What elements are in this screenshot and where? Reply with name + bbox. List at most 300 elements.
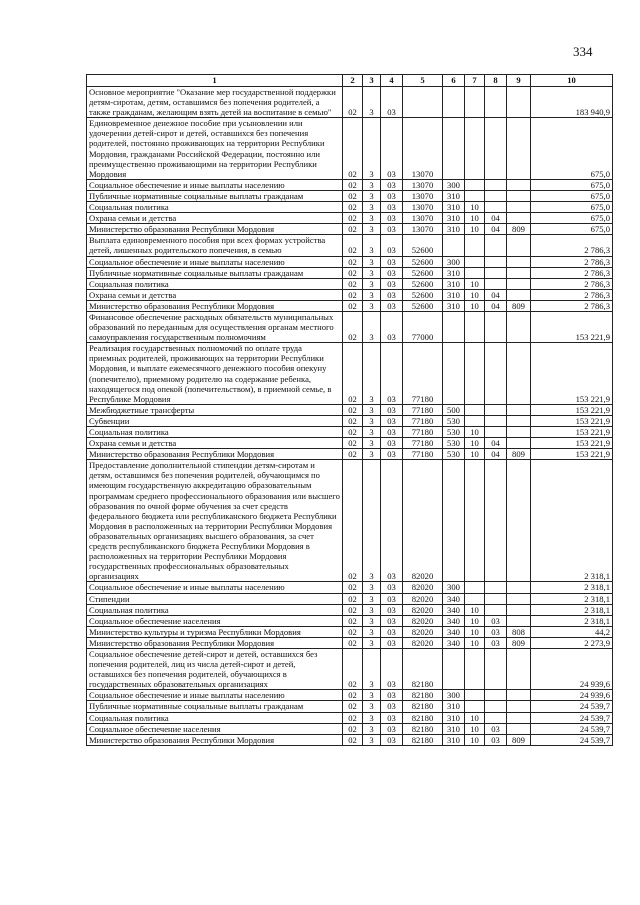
row-code-cell: 02 [343, 712, 363, 723]
row-code-cell [443, 87, 465, 118]
row-code-cell: 340 [443, 604, 465, 615]
row-code-cell: 13070 [403, 202, 443, 213]
row-code-cell [403, 87, 443, 118]
row-code-cell [485, 604, 507, 615]
row-code-cell: 03 [381, 712, 403, 723]
row-code-cell [507, 179, 531, 190]
row-code-cell [485, 235, 507, 256]
row-code-cell: 3 [363, 648, 381, 689]
row-code-cell [507, 213, 531, 224]
row-code-cell: 3 [363, 460, 381, 582]
row-code-cell: 03 [381, 224, 403, 235]
row-code-cell: 153 221,9 [531, 311, 613, 342]
row-code-cell: 809 [507, 734, 531, 745]
row-code-cell: 3 [363, 343, 381, 405]
row-description-cell: Социальная политика [87, 712, 343, 723]
row-code-cell [507, 582, 531, 593]
row-code-cell: 02 [343, 190, 363, 201]
row-code-cell [465, 256, 485, 267]
row-code-cell [465, 701, 485, 712]
table-row [87, 701, 613, 712]
row-code-cell: 340 [443, 637, 465, 648]
table-row [87, 190, 613, 201]
row-description-cell: Публичные нормативные социальные выплаты гражданам [87, 701, 343, 712]
column-header: 6 [443, 75, 465, 87]
row-code-cell: 3 [363, 449, 381, 460]
row-code-cell: 03 [381, 202, 403, 213]
row-code-cell: 52600 [403, 267, 443, 278]
row-code-cell [507, 267, 531, 278]
row-code-cell: 03 [381, 690, 403, 701]
row-code-cell [507, 343, 531, 405]
row-code-cell [485, 267, 507, 278]
row-code-cell: 82180 [403, 648, 443, 689]
row-code-cell: 2 318,1 [531, 582, 613, 593]
row-code-cell [465, 235, 485, 256]
row-code-cell: 03 [381, 235, 403, 256]
row-code-cell: 02 [343, 593, 363, 604]
row-code-cell: 82180 [403, 734, 443, 745]
row-code-cell: 675,0 [531, 213, 613, 224]
row-code-cell: 03 [485, 723, 507, 734]
row-code-cell [507, 404, 531, 415]
row-code-cell: 340 [443, 626, 465, 637]
column-header: 7 [465, 75, 485, 87]
row-code-cell: 3 [363, 190, 381, 201]
budget-table [86, 74, 613, 746]
row-code-cell: 3 [363, 235, 381, 256]
row-code-cell: 03 [381, 604, 403, 615]
row-code-cell: 03 [381, 213, 403, 224]
row-code-cell: 13070 [403, 213, 443, 224]
row-code-cell: 52600 [403, 278, 443, 289]
row-description-cell: Финансовое обеспечение расходных обязательств муниципальных образований по переданным для осуществления органам местного самоуправления государственным полномочиям [87, 311, 343, 342]
row-code-cell: 04 [485, 300, 507, 311]
column-header: 1 [87, 75, 343, 87]
row-code-cell: 310 [443, 202, 465, 213]
table-row [87, 438, 613, 449]
row-code-cell: 03 [381, 289, 403, 300]
row-code-cell: 3 [363, 690, 381, 701]
table-row [87, 179, 613, 190]
row-code-cell: 82020 [403, 637, 443, 648]
row-description-cell: Публичные нормативные социальные выплаты гражданам [87, 190, 343, 201]
row-code-cell: 03 [381, 179, 403, 190]
row-code-cell: 310 [443, 267, 465, 278]
row-code-cell: 808 [507, 626, 531, 637]
row-code-cell: 10 [465, 300, 485, 311]
row-code-cell: 2 273,9 [531, 637, 613, 648]
row-code-cell: 03 [381, 723, 403, 734]
row-code-cell: 3 [363, 615, 381, 626]
row-code-cell: 3 [363, 637, 381, 648]
row-description-cell: Социальное обеспечение детей-сирот и детей, оставшихся без попечения родителей, лиц из числа детей-сирот и детей, оставшихся без попечения родителей, обучающихся в государственных образовательных организациях [87, 648, 343, 689]
row-code-cell: 02 [343, 256, 363, 267]
row-code-cell: 10 [465, 734, 485, 745]
row-code-cell: 3 [363, 289, 381, 300]
row-code-cell: 10 [465, 427, 485, 438]
row-code-cell: 310 [443, 723, 465, 734]
row-code-cell: 03 [381, 701, 403, 712]
row-code-cell: 03 [381, 449, 403, 460]
row-code-cell: 24 539,7 [531, 712, 613, 723]
row-code-cell [485, 343, 507, 405]
row-code-cell: 3 [363, 415, 381, 426]
row-description-cell: Охрана семьи и детства [87, 213, 343, 224]
row-code-cell: 03 [485, 615, 507, 626]
table-row [87, 256, 613, 267]
row-code-cell [443, 343, 465, 405]
row-code-cell: 03 [381, 734, 403, 745]
row-code-cell: 10 [465, 637, 485, 648]
row-code-cell [485, 582, 507, 593]
column-header: 3 [363, 75, 381, 87]
row-code-cell: 310 [443, 734, 465, 745]
row-code-cell: 300 [443, 690, 465, 701]
row-code-cell: 77180 [403, 427, 443, 438]
row-code-cell: 02 [343, 179, 363, 190]
row-code-cell: 809 [507, 637, 531, 648]
row-code-cell: 82180 [403, 701, 443, 712]
page-number: 334 [573, 44, 593, 59]
table-row [87, 712, 613, 723]
row-code-cell: 52600 [403, 289, 443, 300]
row-code-cell: 153 221,9 [531, 438, 613, 449]
row-code-cell [507, 311, 531, 342]
row-code-cell: 03 [381, 427, 403, 438]
row-code-cell: 153 221,9 [531, 404, 613, 415]
row-code-cell [485, 87, 507, 118]
row-code-cell [485, 256, 507, 267]
row-code-cell [507, 593, 531, 604]
row-code-cell [507, 690, 531, 701]
row-code-cell: 10 [465, 604, 485, 615]
row-code-cell: 03 [381, 438, 403, 449]
row-code-cell: 02 [343, 449, 363, 460]
row-code-cell [507, 460, 531, 582]
row-description-cell: Публичные нормативные социальные выплаты гражданам [87, 267, 343, 278]
row-code-cell: 3 [363, 427, 381, 438]
row-code-cell [485, 690, 507, 701]
row-code-cell [485, 202, 507, 213]
row-code-cell: 10 [465, 213, 485, 224]
row-code-cell: 3 [363, 712, 381, 723]
row-code-cell: 02 [343, 343, 363, 405]
table-row [87, 648, 613, 689]
row-code-cell: 03 [381, 637, 403, 648]
row-code-cell: 10 [465, 723, 485, 734]
row-code-cell: 675,0 [531, 202, 613, 213]
row-description-cell: Министерство образования Республики Мордовия [87, 637, 343, 648]
row-description-cell: Реализация государственных полномочий по оплате труда приемных родителей, проживающих на территории Республики Мордовия, и выплате ежемесячного денежного пособия опекуну (попечителю), приемному родителю на содержание ребенка, находящегося под опекой (попечительством), в приемной семье, в Республике Мордовия [87, 343, 343, 405]
row-description-cell: Социальная политика [87, 427, 343, 438]
row-code-cell [485, 427, 507, 438]
row-description-cell: Министерство образования Республики Мордовия [87, 224, 343, 235]
row-code-cell [485, 404, 507, 415]
table-row [87, 202, 613, 213]
row-code-cell: 500 [443, 404, 465, 415]
column-header: 2 [343, 75, 363, 87]
row-code-cell [507, 256, 531, 267]
row-code-cell: 02 [343, 615, 363, 626]
row-code-cell: 02 [343, 604, 363, 615]
table-row [87, 289, 613, 300]
column-header: 8 [485, 75, 507, 87]
row-code-cell [485, 415, 507, 426]
row-code-cell: 3 [363, 87, 381, 118]
row-code-cell [507, 235, 531, 256]
row-code-cell: 02 [343, 460, 363, 582]
table-row [87, 343, 613, 405]
row-code-cell: 2 318,1 [531, 604, 613, 615]
row-code-cell: 82020 [403, 604, 443, 615]
table-row [87, 460, 613, 582]
row-code-cell [507, 278, 531, 289]
row-code-cell: 82020 [403, 615, 443, 626]
row-code-cell: 10 [465, 438, 485, 449]
row-code-cell: 809 [507, 224, 531, 235]
table-row [87, 118, 613, 180]
row-code-cell [485, 460, 507, 582]
row-code-cell [485, 179, 507, 190]
row-code-cell: 02 [343, 438, 363, 449]
row-code-cell [485, 278, 507, 289]
table-row [87, 604, 613, 615]
row-code-cell: 82180 [403, 712, 443, 723]
row-code-cell: 2 786,3 [531, 278, 613, 289]
table-row [87, 449, 613, 460]
row-code-cell: 02 [343, 637, 363, 648]
row-code-cell: 675,0 [531, 224, 613, 235]
row-description-cell: Министерство образования Республики Мордовия [87, 300, 343, 311]
row-code-cell: 675,0 [531, 190, 613, 201]
row-code-cell: 02 [343, 648, 363, 689]
budget-table-container [86, 74, 612, 746]
row-code-cell: 52600 [403, 235, 443, 256]
row-code-cell: 3 [363, 701, 381, 712]
row-code-cell: 82020 [403, 460, 443, 582]
row-code-cell: 03 [381, 460, 403, 582]
row-code-cell: 2 318,1 [531, 593, 613, 604]
row-code-cell [443, 235, 465, 256]
table-row [87, 278, 613, 289]
row-code-cell: 310 [443, 213, 465, 224]
row-description-cell: Социальное обеспечение населения [87, 615, 343, 626]
row-code-cell: 03 [381, 404, 403, 415]
row-code-cell: 10 [465, 712, 485, 723]
row-code-cell: 153 221,9 [531, 343, 613, 405]
row-code-cell: 03 [381, 343, 403, 405]
row-code-cell: 03 [381, 190, 403, 201]
row-code-cell: 04 [485, 289, 507, 300]
row-description-cell: Министерство образования Республики Мордовия [87, 449, 343, 460]
row-code-cell [465, 118, 485, 180]
row-code-cell [507, 87, 531, 118]
row-code-cell: 24 539,7 [531, 723, 613, 734]
row-code-cell: 82020 [403, 626, 443, 637]
row-code-cell: 24 939,6 [531, 648, 613, 689]
row-code-cell [507, 438, 531, 449]
row-code-cell: 77180 [403, 438, 443, 449]
row-code-cell: 530 [443, 415, 465, 426]
row-code-cell: 02 [343, 118, 363, 180]
row-description-cell: Социальное обеспечение и иные выплаты населению [87, 256, 343, 267]
row-code-cell: 3 [363, 311, 381, 342]
row-code-cell [465, 343, 485, 405]
row-code-cell [485, 648, 507, 689]
row-code-cell: 03 [381, 278, 403, 289]
row-code-cell [507, 190, 531, 201]
row-code-cell: 02 [343, 734, 363, 745]
row-code-cell: 2 318,1 [531, 460, 613, 582]
row-code-cell [485, 593, 507, 604]
row-code-cell: 02 [343, 701, 363, 712]
row-code-cell [465, 87, 485, 118]
row-code-cell [465, 582, 485, 593]
row-code-cell: 03 [485, 626, 507, 637]
row-code-cell: 04 [485, 213, 507, 224]
table-row [87, 593, 613, 604]
row-code-cell: 02 [343, 278, 363, 289]
row-code-cell: 03 [485, 734, 507, 745]
row-code-cell [465, 690, 485, 701]
column-header: 9 [507, 75, 531, 87]
row-code-cell: 02 [343, 626, 363, 637]
row-code-cell: 24 539,7 [531, 734, 613, 745]
row-code-cell: 03 [381, 300, 403, 311]
row-code-cell: 77180 [403, 404, 443, 415]
row-code-cell: 03 [381, 118, 403, 180]
row-code-cell: 3 [363, 300, 381, 311]
row-code-cell [465, 593, 485, 604]
row-code-cell: 3 [363, 267, 381, 278]
row-code-cell: 02 [343, 582, 363, 593]
row-code-cell: 3 [363, 734, 381, 745]
row-code-cell: 3 [363, 202, 381, 213]
row-code-cell: 77180 [403, 449, 443, 460]
row-description-cell: Охрана семьи и детства [87, 438, 343, 449]
row-code-cell [507, 723, 531, 734]
row-code-cell [485, 712, 507, 723]
row-code-cell: 310 [443, 712, 465, 723]
row-description-cell: Социальная политика [87, 202, 343, 213]
row-code-cell: 04 [485, 449, 507, 460]
row-code-cell [507, 712, 531, 723]
row-code-cell: 02 [343, 311, 363, 342]
row-code-cell: 310 [443, 701, 465, 712]
row-description-cell: Межбюджетные трансферты [87, 404, 343, 415]
table-row [87, 300, 613, 311]
row-code-cell: 02 [343, 267, 363, 278]
table-row [87, 311, 613, 342]
row-code-cell: 310 [443, 289, 465, 300]
row-code-cell: 03 [381, 87, 403, 118]
row-code-cell: 02 [343, 404, 363, 415]
row-code-cell [507, 615, 531, 626]
row-code-cell: 530 [443, 449, 465, 460]
column-header: 4 [381, 75, 403, 87]
row-code-cell: 02 [343, 415, 363, 426]
row-code-cell: 809 [507, 300, 531, 311]
table-row [87, 690, 613, 701]
row-code-cell [465, 311, 485, 342]
row-code-cell: 300 [443, 179, 465, 190]
row-code-cell [507, 118, 531, 180]
row-description-cell: Охрана семьи и детства [87, 289, 343, 300]
row-code-cell [485, 701, 507, 712]
row-description-cell: Предоставление дополнительной стипендии детям-сиротам и детям, оставшимся без попечения родителей, обучающимся по имеющим государственную аккредитацию образовательным программам среднего профессионального образования или высшего образования по очной форме обучения за счет средств федерального бюджета или республиканского бюджета Республики Мордовия в расположенных на территории Республики Мордовия образовательных организациях высшего образования, за счет средств республиканского бюджета Республики Мордовия в расположенных на территории Республики Мордовия государственных профессиональных образовательных организациях [87, 460, 343, 582]
row-description-cell: Министерство образования Республики Мордовия [87, 734, 343, 745]
row-code-cell: 2 786,3 [531, 256, 613, 267]
row-code-cell: 3 [363, 256, 381, 267]
row-code-cell: 82180 [403, 723, 443, 734]
row-code-cell: 02 [343, 202, 363, 213]
row-code-cell: 310 [443, 190, 465, 201]
row-code-cell: 52600 [403, 300, 443, 311]
row-code-cell: 03 [381, 615, 403, 626]
row-description-cell: Социальное обеспечение и иные выплаты населению [87, 690, 343, 701]
row-code-cell: 3 [363, 723, 381, 734]
table-body [87, 87, 613, 746]
row-code-cell [507, 648, 531, 689]
row-code-cell: 03 [381, 311, 403, 342]
row-code-cell: 153 221,9 [531, 449, 613, 460]
row-code-cell: 10 [465, 449, 485, 460]
column-header: 10 [531, 75, 613, 87]
row-code-cell: 24 539,7 [531, 701, 613, 712]
table-row [87, 87, 613, 118]
row-code-cell: 153 221,9 [531, 415, 613, 426]
row-code-cell: 310 [443, 300, 465, 311]
row-code-cell: 340 [443, 593, 465, 604]
row-code-cell [507, 701, 531, 712]
table-row [87, 427, 613, 438]
row-code-cell: 10 [465, 278, 485, 289]
table-row [87, 582, 613, 593]
row-code-cell [443, 460, 465, 582]
row-code-cell: 10 [465, 202, 485, 213]
row-code-cell: 2 786,3 [531, 235, 613, 256]
row-description-cell: Субвенции [87, 415, 343, 426]
row-code-cell: 03 [381, 267, 403, 278]
row-code-cell: 2 786,3 [531, 300, 613, 311]
row-code-cell [443, 648, 465, 689]
row-code-cell [485, 190, 507, 201]
row-code-cell [507, 202, 531, 213]
table-row [87, 213, 613, 224]
row-code-cell: 03 [381, 626, 403, 637]
row-code-cell: 3 [363, 626, 381, 637]
row-code-cell: 52600 [403, 256, 443, 267]
row-code-cell: 2 786,3 [531, 267, 613, 278]
row-description-cell: Основное мероприятие "Оказание мер государственной поддержки детям-сиротам, детям, оставшимся без попечения родителей, а также гражданам, желающим взять детей на воспитание в семью" [87, 87, 343, 118]
row-code-cell: 82020 [403, 593, 443, 604]
row-code-cell [465, 648, 485, 689]
row-description-cell: Министерство культуры и туризма Республики Мордовия [87, 626, 343, 637]
row-description-cell: Социальное обеспечение и иные выплаты населению [87, 582, 343, 593]
row-code-cell: 3 [363, 278, 381, 289]
table-row [87, 404, 613, 415]
row-code-cell: 77180 [403, 343, 443, 405]
row-code-cell [465, 190, 485, 201]
row-code-cell: 02 [343, 213, 363, 224]
row-code-cell: 530 [443, 427, 465, 438]
row-code-cell: 82180 [403, 690, 443, 701]
table-row [87, 235, 613, 256]
row-code-cell: 675,0 [531, 179, 613, 190]
row-code-cell: 02 [343, 723, 363, 734]
row-code-cell: 44,2 [531, 626, 613, 637]
